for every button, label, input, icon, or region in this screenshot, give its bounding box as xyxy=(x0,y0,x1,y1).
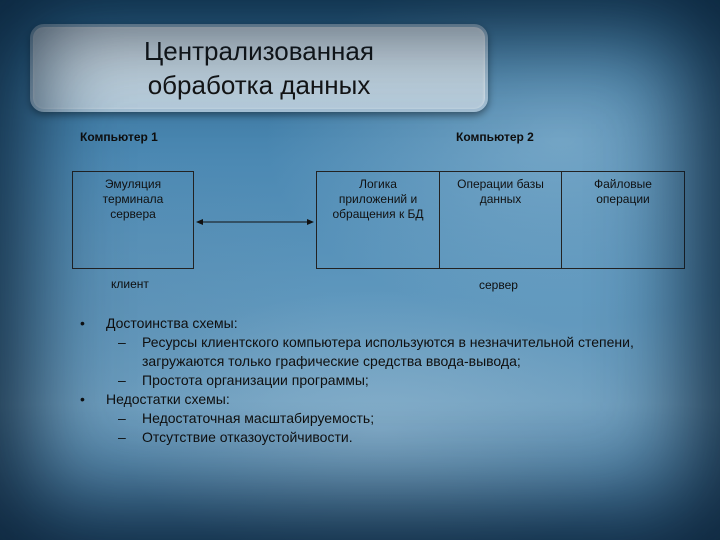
app-logic-box: Логика приложений и обращения к БД xyxy=(316,171,440,269)
advantage-2-text: Простота организации программы; xyxy=(142,372,369,388)
disadvantage-1-text: Недостаточная масштабируемость; xyxy=(142,410,375,426)
disadvantage-1 xyxy=(80,409,670,428)
advantage-1-text: Ресурсы клиентского компьютера используются в незначительной степени, загружаются только графические средства ввода-вывода; xyxy=(142,334,634,369)
db-operations-box: Операции базы данных xyxy=(439,171,562,269)
bullet-dot-icon: • xyxy=(80,315,85,331)
title-line-1: Централизованная xyxy=(144,36,374,66)
file-operations-box: Файловые операции xyxy=(561,171,685,269)
computer-1-label: Компьютер 1 xyxy=(80,130,158,144)
bullet-dot-icon: • xyxy=(80,391,85,407)
disadvantage-2-text: Отсутствие отказоустойчивости. xyxy=(142,429,353,445)
disadvantages-item xyxy=(80,390,670,409)
computer-2-label: Компьютер 2 xyxy=(456,130,534,144)
advantages-item xyxy=(80,314,670,333)
advantages-title: Достоинства схемы: xyxy=(106,315,238,331)
advantage-2 xyxy=(80,371,670,390)
server-label: сервер xyxy=(479,278,518,292)
disadvantage-2 xyxy=(80,428,670,447)
bullet-list xyxy=(80,314,670,447)
terminal-emulation-box: Эмуляция терминала сервера xyxy=(72,171,194,269)
dash-icon: – xyxy=(118,429,126,445)
disadvantages-title: Недостатки схемы: xyxy=(106,391,230,407)
dash-icon: – xyxy=(118,372,126,388)
advantage-1 xyxy=(80,333,670,371)
title-line-2: обработка данных xyxy=(147,70,371,100)
dash-icon: – xyxy=(118,410,126,426)
client-label: клиент xyxy=(111,277,149,291)
dash-icon: – xyxy=(118,334,126,350)
